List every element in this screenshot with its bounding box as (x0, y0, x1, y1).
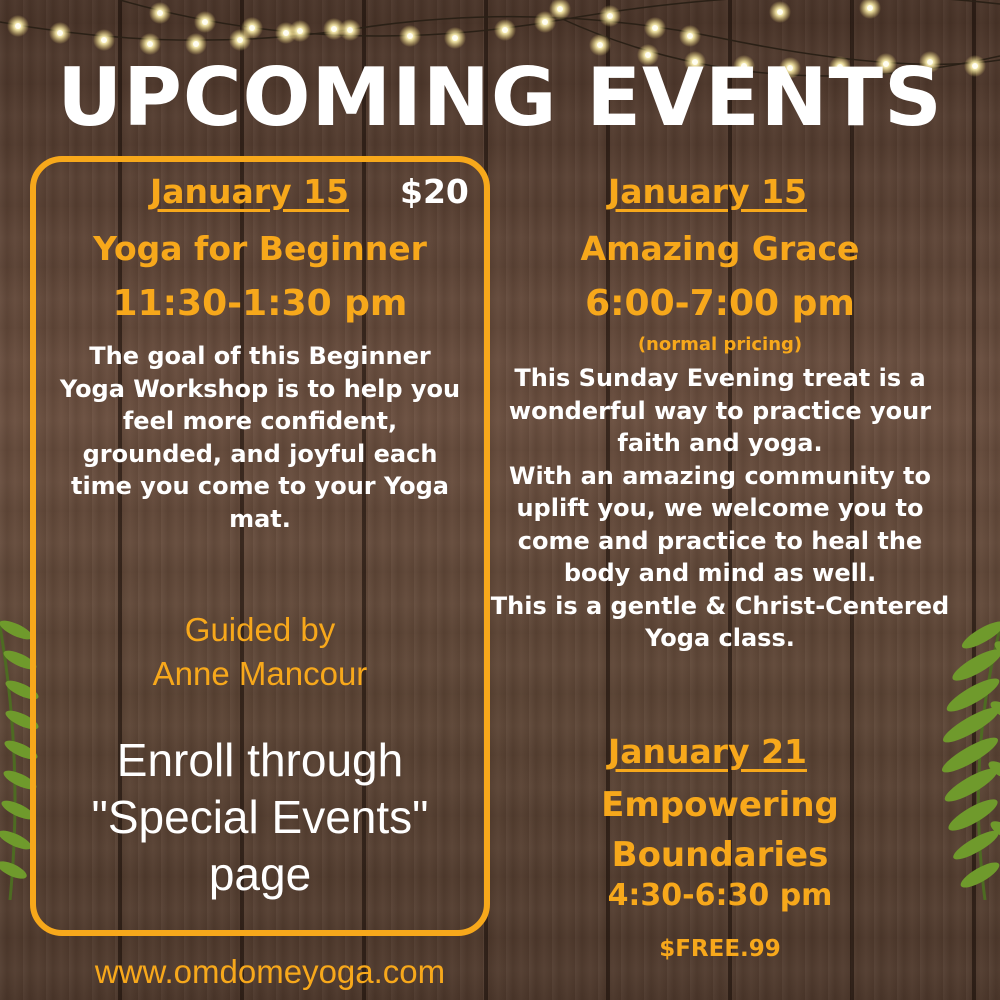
description-line: Yoga class. (645, 624, 795, 652)
event-name-line: Empowering (601, 785, 839, 825)
event-time: 6:00-7:00 pm (585, 283, 855, 324)
event-name (485, 780, 955, 880)
event-name: Yoga for Beginner (93, 229, 427, 268)
guide-label: Guided by (184, 611, 336, 648)
website-link[interactable]: www.omdomeyoga.com (94, 953, 446, 990)
description-line: With an amazing community to (508, 461, 932, 490)
enroll-line: Enroll through (116, 734, 404, 786)
event-instructor (30, 608, 490, 696)
description-line: faith and yoga. (617, 429, 823, 457)
event-description (30, 340, 490, 535)
enroll-line: page (208, 848, 312, 900)
event-time: 4:30-6:30 pm (607, 878, 833, 913)
event-name-line: Boundaries (611, 835, 829, 875)
event-time: 11:30-1:30 pm (112, 283, 408, 324)
description-line: time you come to your Yoga (70, 472, 450, 500)
description-line: This Sunday Evening treat is a (514, 364, 926, 392)
event-price: $FREE.99 (659, 936, 781, 962)
description-line: grounded, and joyful each (82, 439, 438, 468)
enroll-instructions (30, 732, 490, 903)
event-description (480, 362, 960, 655)
page-title: UPCOMING EVENTS (57, 51, 943, 144)
description-line: body and mind as well. (563, 559, 877, 587)
description-line: wonderful way to practice your (508, 396, 932, 425)
event-date: January 21 (608, 732, 807, 771)
description-line: The goal of this Beginner (89, 342, 431, 370)
description-line: come and practice to heal the (517, 526, 923, 555)
description-line: mat. (229, 504, 291, 533)
description-line: Yoga Workshop is to help you (59, 374, 461, 403)
pricing-note: (normal pricing) (637, 334, 803, 355)
description-line: feel more confident, (122, 407, 398, 435)
description-line: This is a gentle & Christ-Centered (490, 591, 950, 620)
event-date: January 15 (608, 172, 807, 211)
guide-name: Anne Mancour (152, 655, 368, 692)
event-date: January 15 (150, 172, 349, 211)
description-line: uplift you, we welcome you to (516, 494, 924, 522)
event-price: $20 (400, 172, 469, 211)
enroll-line: "Special Events" (91, 791, 429, 843)
event-name: Amazing Grace (580, 229, 860, 268)
